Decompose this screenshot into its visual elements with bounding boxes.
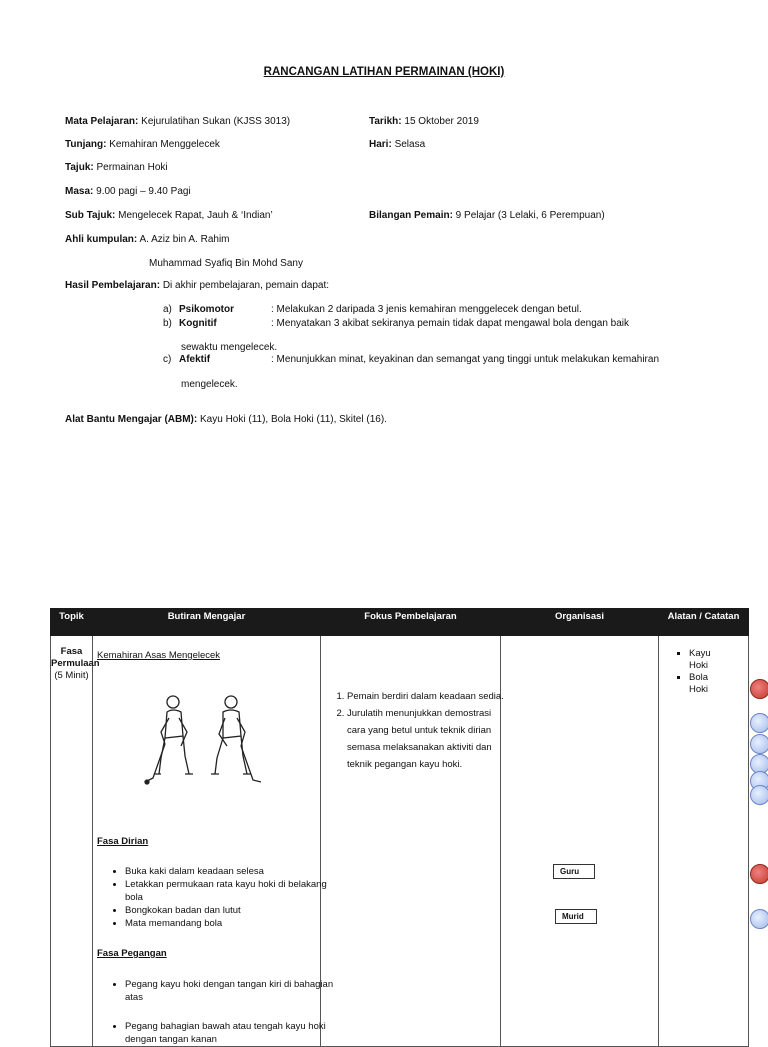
butiran-heading: Kemahiran Asas Mengelecek bbox=[97, 650, 221, 661]
topik-line3: (5 Minit) bbox=[54, 670, 89, 681]
list-item: 2. Jurulatih menunjukkan demostrasi cara yang betul untuk teknik dirian semasa melaksanakan aktiviti dan teknik pegangan kayu hoki. bbox=[347, 705, 507, 773]
list-item: 1. Pemain berdiri dalam keadaan sedia. bbox=[347, 688, 507, 705]
smiley-icon bbox=[750, 909, 768, 929]
table-row bbox=[51, 636, 749, 1047]
pegangan-title: Fasa Pegangan bbox=[97, 948, 167, 959]
header-alatan: Alatan / Catatan bbox=[659, 609, 749, 636]
hasil-item-kognitif: b) Kognitif : Menyatakan 3 akibat sekiranya pemain tidak dapat mengawal bola dengan baik bbox=[163, 318, 630, 329]
topik-line1: Fasa bbox=[60, 646, 83, 657]
fokus-cell bbox=[321, 636, 504, 1047]
topik-cell bbox=[51, 636, 100, 1047]
organisasi-cell bbox=[501, 636, 659, 1047]
abm-row: Alat Bantu Mengajar (ABM): Kayu Hoki (11), Bola Hoki (11), Skitel (16). bbox=[65, 414, 387, 425]
header-organisasi: Organisasi bbox=[501, 609, 659, 636]
alatan-cell bbox=[659, 636, 749, 1047]
dirian-title: Fasa Dirian bbox=[97, 836, 149, 847]
hari-row: Hari: Selasa bbox=[369, 139, 426, 150]
ahli-kumpulan-second: Muhammad Syafiq Bin Mohd Sany bbox=[149, 258, 303, 269]
header-fokus: Fokus Pembelajaran bbox=[321, 609, 501, 636]
hasil-item-afektif-cont: mengelecek. bbox=[181, 379, 238, 390]
player-left-icon bbox=[145, 696, 193, 784]
lesson-plan-table bbox=[50, 608, 749, 1047]
mata-pelajaran-row: Mata Pelajaran: Kejurulatihan Sukan (KJSS 3013) bbox=[65, 116, 291, 127]
list-item: ▪ Bola Hoki bbox=[689, 672, 729, 696]
tarikh-row: Tarikh: 15 Oktober 2019 bbox=[369, 116, 479, 127]
topik-line2: Permulaan bbox=[51, 658, 100, 669]
list-item: • Pegang bahagian bawah atau tengah kayu hoki dengan tangan kanan bbox=[125, 1020, 347, 1046]
hockey-players-illustration bbox=[143, 692, 263, 787]
list-item: • Pegang kayu hoki dengan tangan kiri di bahagian atas bbox=[125, 978, 347, 1004]
table-header-row bbox=[51, 609, 749, 636]
smiley-icon bbox=[750, 785, 768, 805]
list-item: ▪ Kayu Hoki bbox=[689, 648, 729, 672]
header-butiran: Butiran Mengajar bbox=[93, 609, 321, 636]
smiley-icon bbox=[750, 734, 768, 754]
list-item: • Buka kaki dalam keadaan selesa bbox=[125, 865, 347, 878]
list-item: • Letakkan permukaan rata kayu hoki di belakang bola bbox=[125, 878, 347, 904]
document-title: RANCANGAN LATIHAN PERMAINAN (HOKI) bbox=[263, 66, 505, 78]
murid-label: Murid bbox=[555, 909, 597, 924]
hasil-pembelajaran-row: Hasil Pembelajaran: Di akhir pembelajaran, pemain dapat: bbox=[65, 280, 330, 291]
pegangan-list bbox=[93, 978, 347, 1046]
smiley-icon bbox=[750, 713, 768, 733]
bilangan-pemain-row: Bilangan Pemain: 9 Pelajar (3 Lelaki, 6 Perempuan) bbox=[369, 210, 605, 221]
hasil-item-afektif: c) Afektif : Menunjukkan minat, keyakinan dan semangat yang tinggi untuk melakukan kemahiran bbox=[163, 354, 660, 365]
player-right-icon bbox=[211, 696, 261, 782]
tunjang-row: Tunjang: Kemahiran Menggelecek bbox=[65, 139, 220, 150]
header-topik: Topik bbox=[51, 609, 93, 636]
hasil-item-psikomotor: a) Psikomotor : Melakukan 2 daripada 3 jenis kemahiran menggelecek dengan betul. bbox=[163, 304, 582, 315]
sub-tajuk-row: Sub Tajuk: Mengelecek Rapat, Jauh & ‘Indian’ bbox=[65, 210, 273, 221]
list-item: • Bongkokan badan dan lutut bbox=[125, 904, 347, 917]
butiran-cell bbox=[93, 636, 334, 1047]
hasil-item-kognitif-cont: sewaktu mengelecek. bbox=[181, 342, 278, 353]
guru-label: Guru bbox=[553, 864, 595, 879]
alatan-list bbox=[659, 648, 729, 696]
list-item: • Mata memandang bola bbox=[125, 917, 347, 930]
fokus-list bbox=[321, 688, 507, 773]
red-circle-icon bbox=[750, 679, 768, 699]
tajuk-row: Tajuk: Permainan Hoki bbox=[65, 162, 168, 173]
masa-row: Masa: 9.00 pagi – 9.40 Pagi bbox=[65, 186, 191, 197]
red-circle-icon bbox=[750, 864, 768, 884]
dirian-list bbox=[93, 865, 347, 930]
ahli-kumpulan-row: Ahli kumpulan: A. Aziz bin A. Rahim bbox=[65, 234, 230, 245]
